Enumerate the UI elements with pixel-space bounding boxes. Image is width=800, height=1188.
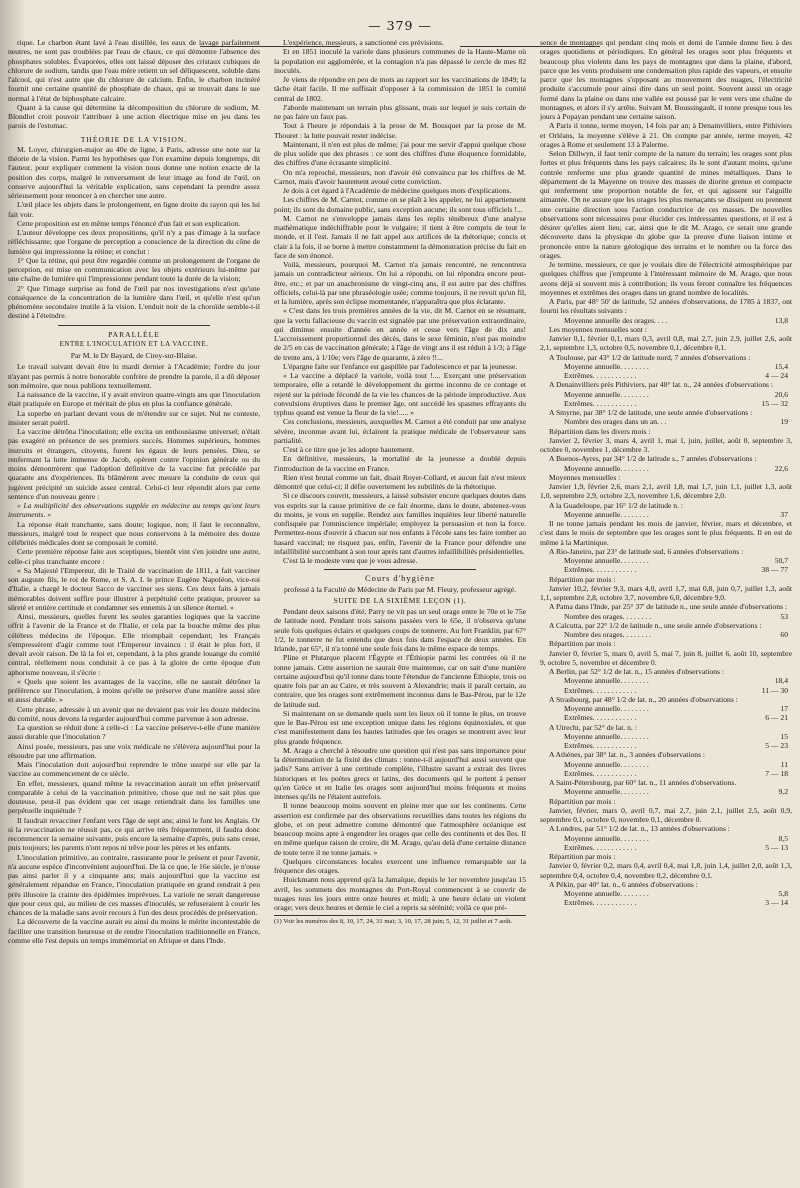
paragraph: L'auteur développe ces deux propositions, qu'il n'y a pas d'image à la surface réfléchissante; que l'organe de perception a conscience de la direction du cône de lumière qui impressionne la rétine; et conclut : bbox=[8, 228, 260, 256]
stat-value: 15 — 32 bbox=[761, 398, 788, 408]
section-title: THÉORIE DE LA VISION. bbox=[80, 134, 188, 144]
paragraph: La réponse était tranchante, sans doute; logique, non; il faut le reconnaître, messieurs, malgré tout le respect que nous conservons à la mémoire des douze célébrités médicales dont se composait le comité. bbox=[8, 519, 260, 547]
paragraph: « Quels que soient les avantages de la vaccine, elle ne saurait détrôner la préférence sur l'inoculation, à moins qu'elle ne préserve d'une manière aussi sûre et aussi durable. » bbox=[8, 676, 260, 705]
paragraph: Moyennes mensuelles : bbox=[549, 472, 621, 482]
stat-row bbox=[540, 843, 792, 852]
paragraph: Rien n'est brutal comme un fait, disait Royer-Collard, et aucun fait n'est mieux démontré que celui-ci; il défie ouvertement les subtilités de la rhétorique. bbox=[274, 472, 526, 491]
paragraph: 2° Que l'image surprise au fond de l'œil par nos investigations n'est qu'une conséquence de la concentration de la lumière dans l'œil, et qu'elle n'est qu'un phénomène secondaire inutile à la vision. L'enduit noir de la choroïde semble-t-il destiné à l'éteindre. bbox=[8, 283, 260, 321]
paragraph: Voilà, messieurs, pourquoi M. Carnot n'a jamais rencontré, ne rencontrera jamais un contradicteur sérieux. On lui a répondu, on lui répondra encore peut-être, etc.; et par un anachronisme de vingt-cinq ans, il est autre par des chiffres officiels, celui-là par une phraséologie usée; comme toujours, il ne revoit qu'un fil, et la lumière, après son éclipse momentanée, n'apparaîtra que plus éclatante. bbox=[274, 260, 526, 306]
paragraph: A Saint-Pétersbourg, par 60° lat. n., 11 années d'observations. bbox=[549, 778, 737, 787]
stat-value: 11 bbox=[780, 759, 788, 769]
paragraph: A Paris, par 48° 50' de latitude, 52 années d'observations, de 1785 à 1837, ont fourni les résultats suivants : bbox=[540, 297, 792, 316]
paragraph: L'épargne faite sur l'enfance est gaspillée par l'adolescence et par la jeunesse. bbox=[283, 361, 518, 371]
paragraph: La naissance de la vaccine, il y avait environ quatre-vingts ans que l'inoculation était pratiquée en Europe et méritait de plus en plus la confiance générale. bbox=[8, 390, 260, 409]
paragraph: Si maintenant on se demande quels sont les lieux où il tonne le plus, on trouve que le Bas-Pérou est une exception unique dans les régions équinoxiales, et que c'est manifestement dans les hautes latitudes que les orages se montrent avec leur plus grande fréquence. bbox=[274, 708, 526, 746]
stat-value: 15 bbox=[780, 731, 788, 741]
paragraph: rique. Le charbon étant lavé à l'eau distillée, les eaux de lavage parfaitement neutres, ne sont pas troublées par l'eau de chaux, ce qui démontre l'absence des phosphates solubles. Évaporées, elles ont laissé déposer des cristaux cubiques de chlorure de sodium, tandis que l'eau mère retient un sel déliquescent, soluble dans l'alcool, qui n'est autre que du chlorure de calcium. Enfin, le charbon incinéré fournit une certaine quantité de phosphate de chaux, qui se trouvait dans le sue normal à l'état de biphosphate calcaire. bbox=[8, 38, 260, 103]
stat-value: 3 — 14 bbox=[765, 898, 788, 908]
paragraph: Si ce discours couvrit, messieurs, a laissé subsister encore quelques doutes dans vos esprits sur la cause primitive de ce fait énorme, dans le doute, abstenez-vous du moins, je vous en supplie. Rendez aux familles inquiètes leur liberté naturelle confisquée par l'omniscience impériale; employez la persuasion et non la force. Permettez-nous d'ouvrir à chacun sur nos enfants à l'école sans les faire tomber au hasard vaccinal; ne risquez pas, enfin, l'avenir de la France pour défendre une infaillibilité succombant à son tour après tant d'autres infaillibilités présidentielles. bbox=[274, 491, 526, 556]
stat-label: Extrêmes. . . . . . . . . . . . bbox=[564, 713, 637, 723]
stat-value: 60 bbox=[780, 630, 788, 639]
paragraph: A Athènes, par 38° lat. n., 3 années d'observations : bbox=[549, 750, 706, 760]
article-author: Par M. le Dr Bayard, de Cirey-sur-Blaise. bbox=[70, 351, 198, 360]
paragraph: A Rio-Janeiro, par 23° de latitude sud, 6 années d'observations : bbox=[549, 546, 744, 556]
stat-value: 13,8 bbox=[774, 315, 788, 325]
article-subtitle: ENTRE L'INOCULATION ET LA VACCINE. bbox=[59, 339, 209, 348]
stat-label: Extrêmes. . . . . . . . . . . . bbox=[564, 741, 637, 750]
stat-value: 22,6 bbox=[774, 463, 788, 473]
paragraph: Il tonne beaucoup moins souvent en pleine mer que sur les continents. Cette assertion est confirmée par des observations recueillies dans toutes les régions du globe, et on peut admettre comme démontré que l'atmosphère océanique est beaucoup moins apte à engendrer les orages que celle des continents et des îles. Il en même quelque raison de croire, dit M. Arago, qu'au delà d'une certaine distance de toute terre il ne tonne jamais. » bbox=[274, 801, 526, 857]
stat-label: Extrêmes. . . . . . . . . . . . bbox=[564, 565, 637, 575]
stat-row bbox=[540, 713, 792, 722]
paragraph: A Berlin, par 52° 1/2 de lat. n., 15 années d'observations : bbox=[549, 667, 725, 676]
stat-value: 37 bbox=[780, 509, 788, 519]
stat-label: Extrêmes. . . . . . . . . . . . bbox=[564, 842, 637, 852]
stat-row bbox=[540, 371, 792, 380]
paragraph: Janvier 0, février 5, mars 0, avril 5, mai 7, juin 8, juillet 6, août 10, septembre 9, octobre 5, novembre et décembre 0. bbox=[540, 648, 792, 667]
stat-value: 9,2 bbox=[778, 787, 788, 797]
section-subtitle: professé à la Faculté de Médecine de Paris par M. Fleury, professeur agrégé. bbox=[283, 584, 517, 594]
paragraph: Huickmann nous apprend qu'à la Jamaïque, depuis le 1er novembre jusqu'au 15 avril, les sommets des montagnes du Port-Royal commencent à se couvrir de nuages tous les jours entre onze heures et midi; à une heure éclate un violent orage; vers deux heures et demie le ciel a repris sa sérénité; voilà ce que pré- bbox=[274, 875, 526, 912]
stat-row bbox=[540, 362, 792, 371]
paragraph: Quant à la cause qui détermine la décomposition du chlorure de sodium, M. Blondlot croit pouvoir l'attribuer à une action électrique mise en jeu dans les parois de l'estomac. bbox=[8, 102, 260, 131]
paragraph: Ces conclusions, messieurs, auxquelles M. Carnot a été conduit par une analyse sévère, inconnue avant lui, éclairent la pratique médicale de l'observateur sans partialité. bbox=[274, 417, 526, 445]
stat-label: Moyenne annuelle des orages. . . . bbox=[564, 315, 668, 325]
paragraph: La superbe en parlant devant vous de m'étendre sur ce sujet. Nul ne conteste, insister serait puéril. bbox=[8, 408, 260, 427]
stat-value: 8,5 bbox=[778, 833, 788, 843]
footnote: (1) Voir les numéros des 8, 10, 17, 24, 31 mai; 3, 10, 17, 28 juin; 5, 12, 31 juillet et 7 août. bbox=[274, 915, 526, 926]
paragraph: A Denainvilliers près Pithiviers, par 48° lat. n., 24 années d'observations : bbox=[549, 380, 773, 390]
section-title: Cours d'hygiène bbox=[364, 573, 436, 584]
stat-row bbox=[540, 889, 792, 898]
paragraph: A Londres, par 51° 1/2 de lat. n., 13 années d'observations : bbox=[549, 824, 730, 834]
stat-value: 6 — 21 bbox=[765, 713, 788, 723]
stat-value: 7 — 18 bbox=[765, 768, 788, 778]
paragraph: A Buenos-Ayres, par 34° 1/2 de latitude s., 7 années d'observations : bbox=[549, 454, 757, 464]
stat-label: Moyenne annuelle. . . . . . . . bbox=[564, 676, 649, 686]
stat-value: 5 — 13 bbox=[765, 842, 788, 852]
paragraph: Il faudrait revacciner l'enfant vers l'âge de sept ans; ainsi le font les Anglais. Or si la revaccination ne réussit pas, ce qui arrive très fréquemment, il faudra donc recommencer la semaine suivante, puis encore la semaine d'après, puis sans cesse, puis toujours; les parents n'ont repos ni trêve pour les pères et les enfants. bbox=[8, 815, 260, 853]
paragraph: A Smyrne, par 38° 1/2 de latitude, une seule année d'observations : bbox=[549, 408, 753, 417]
paragraph: C'est là le modeste vœu que je vous adresse. bbox=[283, 556, 418, 565]
stat-label: Extrêmes. . . . . . . . . . . . bbox=[564, 398, 637, 408]
paragraph: Janvier 0, février 0,2, mars 0,4, avril 0,4, mai 1,8, juin 1,4, juillet 2,0, août 1,3, septembre 0,4, octobre 0,4, novembre 0,2, décembre 0,1. bbox=[540, 861, 792, 880]
stat-row bbox=[540, 630, 792, 639]
paragraph: Janvier 1,9, février 2,6, mars 2,1, avril 1,8, mai 1,7, juin 1,1, juillet 1,3, août 1,0, septembre 2,9, octobre 2,3, novembre 1,6, décembre 2,0. bbox=[540, 482, 792, 501]
stat-row bbox=[540, 399, 792, 408]
stat-label: Moyenne annuelle. . . . . . . . bbox=[564, 556, 649, 565]
paragraph: Mais l'inoculation doit aujourd'hui reprendre le trône usurpé sur elle par la vaccine au commencement de ce siècle. bbox=[8, 760, 260, 779]
paragraph: A Utrecht, par 52° de lat. n. : bbox=[549, 722, 637, 732]
paragraph: 1° Que la rétine, qui peut être regardée comme un prolongement de l'organe de perception, est mise en communication avec les objets extérieurs lui-même par une chaîne de lumière qui l'impressionne pendant toute la durée de la vision; bbox=[8, 255, 260, 284]
paragraph: « Sa Majesté l'Empereur, dit le Traité de vaccination de 1811, a fait vacciner son auguste fils, le roi de Rome, et S. A. I. le prince Eugène Napoléon, vice-roi d'Italie, a chargé le docteur Sacco de vacciner ses siens. Ces deux faits à jamais mémorables doivent suffire pour illustrer à perpétuité cette pratique, prouver sa sûreté et entière certitude et condamner ses ennemis à un silence éternel. » bbox=[8, 565, 260, 612]
paragraph: Je viens de répondre en peu de mots au rapport sur les vaccinations de 1849; la tâche était facile. Il me suffisait d'opposer à la commission de 1851 le comité central de 1802. bbox=[274, 75, 526, 103]
stat-row bbox=[540, 417, 792, 426]
stat-row bbox=[540, 464, 792, 473]
stat-row bbox=[540, 390, 792, 399]
stat-label: Extrêmes. . . . . . . . . . . . bbox=[564, 685, 637, 695]
paragraph: A Calcutta, par 22° 1/2 de latitude n., une seule année d'observations : bbox=[549, 620, 762, 630]
stat-row bbox=[540, 686, 792, 695]
paragraph: Répartition dans les divers mois : bbox=[549, 426, 651, 436]
stat-label: Nombre des orages. . . . . . . . bbox=[564, 630, 652, 639]
article-title: PARALLÈLE bbox=[108, 329, 160, 339]
paragraph: Pline et Plutarque placent l'Égypte et l'Éthiopie parmi les contrées où il ne tonne jamais. Cette assertion ne saurait être maintenue, car on sait d'une manière certaine aujourd'hui qu'il tonne dans toute l'étendue de l'ancienne Éthiopie, trois ou quatre fois par an au Caire, et très souvent à Alexandrie; mais il paraît certain, au contraire, que les orages sont extrêmement inconnus dans le Bas-Pérou, par le 12e de latitude sud. bbox=[274, 653, 526, 709]
stat-row bbox=[540, 732, 792, 741]
paragraph: Les moyennes mensuelles sont : bbox=[549, 324, 647, 334]
stat-row bbox=[540, 676, 792, 685]
paragraph: A Pékin, par 40° lat. n., 6 années d'observations : bbox=[549, 879, 698, 889]
stat-label: Nombre des orages dans un an. . . bbox=[564, 417, 667, 427]
paragraph: M. Carnot ne s'enveloppe jamais dans les replis ténébreux d'une analyse mathématique indéchiffrable pour le vulgaire; il tient à être compris de tout le monde, et il l'est. Jamais il ne fait appel aux artifices de la rhétorique; concis et clair à la fois, il se borne à mettre constamment la démonstration précise du fait en face de son énoncé. bbox=[274, 213, 526, 260]
paragraph: A Patna dans l'Inde, par 25° 37' de latitude n., une seule année d'observations : bbox=[549, 602, 788, 612]
stat-value: 53 bbox=[780, 611, 788, 621]
paragraph: La vaccine détrôna l'inoculation; elle excita un enthousiasme universel; n'était pas exagéré en présence de ses premiers succès. Hommes supérieurs, hommes instruits et étrangers, citoyens, furent les égaux de leurs pensées. Dieu, se renfermant la lutte immense de Jacob, opèrent contre l'opinion générale ou du moins démontrèrent que l'adoption définitive de la vaccine fut précédée par quarante ans d'expériences. Ils blâmèrent avec mesure la conduite de ceux qui jugèrent précipité un suicide assez central. Celui-ci leur répondit alors par cette sentence d'un nouveau genre : bbox=[8, 427, 260, 501]
paragraph: Répartition par mois : bbox=[549, 796, 616, 806]
column-3 bbox=[540, 38, 792, 1178]
stat-row bbox=[540, 704, 792, 713]
stat-value: 15,4 bbox=[774, 361, 788, 371]
paragraph: L'expérience, messieurs, a sanctionné ces prévisions. bbox=[283, 38, 444, 47]
stat-row bbox=[540, 760, 792, 769]
paragraph: Il ne tonne jamais pendant les mois de janvier, février, mars et décembre, et c'est dans le mois de septembre que les orages sont le plus fréquents. Il en est de même à la Martinique. bbox=[540, 519, 792, 547]
stat-value: 20,6 bbox=[774, 389, 788, 399]
stat-label: Moyenne annuelle. . . . . . . . bbox=[564, 787, 649, 797]
paragraph: Ainsi posée, messieurs, pas une voix médicale ne s'élèvera aujourd'hui pour la résoudre par une affirmation. bbox=[8, 741, 260, 760]
paragraph: Cette proposition est en même temps l'énoncé d'un fait et son explication. bbox=[17, 218, 241, 228]
paragraph: Janvier 2, février 3, mars 4, avril 1, mai 1, juin, juillet, août 0, septembre 3, octobre 0, novembre 1, décembre 3. bbox=[540, 435, 792, 454]
paragraph: Janvier 0,1, février 0,1, mars 0,3, avril 0,8, mai 2,7, juin 2,9, juillet 2,6, août 2,1, septembre 1,3, octobre 0,5, novembre 0,1, décembre 0,1. bbox=[540, 334, 792, 353]
paragraph: A Toulouse, par 43° 1/2 de latitude nord, 7 années d'observations : bbox=[549, 352, 751, 362]
stat-label: Nombre des orages. . . . . . . . bbox=[564, 611, 652, 621]
paragraph: Répartition par mois : bbox=[549, 639, 616, 649]
stat-value: 11 — 30 bbox=[761, 685, 788, 695]
stat-label: Moyenne annuelle. . . . . . . . bbox=[564, 389, 649, 399]
paragraph: Et en 1851 inoculé la variole dans plusieurs communes de la Haute-Marne où la population est agglomérée, et la contagion n'a pas dépassé le cercle de mes 82 inoculés. bbox=[274, 47, 526, 75]
stat-row bbox=[540, 556, 792, 565]
stat-row bbox=[540, 510, 792, 519]
stat-label: Extrêmes. . . . . . . . . . . . bbox=[564, 898, 637, 908]
stat-value: 18,4 bbox=[774, 676, 788, 686]
paragraph: J'aborde maintenant un terrain plus glissant, mais sur lequel je suis certain de ne pas faire un faux pas. bbox=[274, 102, 526, 121]
stat-label: Moyenne annuelle. . . . . . . . bbox=[564, 509, 649, 519]
stat-value: 4 — 24 bbox=[765, 371, 788, 380]
paragraph: Pendant deux saisons d'été, Parry ne vit pas un seul orage entre le 70e et le 75e de latitude nord. Pendant trois saisons passées vers le 65e, il n'observa qu'une seule fois quelques éclairs et quelques coups de tonnerre. Au fort Franklin, par 67° 1/2, le tonnerre ne fut entendu que deux fois dans l'espace de deux années. En Irlande, par 65°, il n'a tonné une seule fois dans le même espace de temps. bbox=[274, 607, 526, 653]
stat-value: 50,7 bbox=[774, 556, 788, 565]
stat-label: Moyenne annuelle. . . . . . . . bbox=[564, 889, 649, 898]
stat-label: Moyenne annuelle. . . . . . . . bbox=[564, 463, 649, 473]
section-divider bbox=[58, 325, 209, 326]
paragraph: L'inoculation primitive, au contraire, rassurante pour le présent et pour l'avenir, n'a aucune espèce d'inconvénient aujourd'hui. De là ce que, le 16e siècle, je n'ouse pas ainsi parler il y a cinquante ans; mais aujourd'hui que la vaccine est généralement répandue en France, l'inoculation pratiquée en grand rendrait à peu près illusoire la crainte des épidémies imprévues. La variole ne serait dangereuse que pour ceux qui, au milieu de ces masses d'inoculés, se refuseraient à courir les chances de la maladie sans avoir recours à l'un des deux procédés de préservation. bbox=[8, 852, 260, 917]
paragraph: En effet, messieurs, quand même la revaccination aurait un effet préservatif comparable à celui de la vaccination primitive, chose que nul ne sait plus que douteuse, peut-il pas évident que cet usage retiendrait dans les familles une perpétuelle inquiétude ? bbox=[8, 778, 260, 816]
paragraph: « La vaccine a déplacé la variole, voilà tout !.... Exerçant une préservation temporaire, elle a retardé le développement du germe inconnu de ce contage et rejeté sur la période fécondé de la vie les chances de la période improductive. Aux convulsions éruptives dans le premier âge, ont succédé les spasmes effrayants du typhus quand est venue la fleur de la vie!..... » bbox=[274, 371, 526, 417]
stat-value: 17 bbox=[780, 704, 788, 713]
paragraph: Répartition par mois : bbox=[549, 852, 616, 861]
stat-row bbox=[540, 787, 792, 796]
stat-value: 5 — 23 bbox=[765, 741, 788, 750]
stat-label: Moyenne annuelle. . . . . . . . bbox=[564, 704, 649, 713]
stat-label: Extrêmes. . . . . . . . . . . . bbox=[564, 768, 637, 778]
stat-label: Moyenne annuelle. . . . . . . . bbox=[564, 833, 649, 843]
paragraph: Cette première réponse faite aux sceptiques, bientôt vint s'en joindre une autre, celle-ci plus tranchante encore : bbox=[8, 547, 260, 566]
stat-label: Moyenne annuelle. . . . . . . . bbox=[564, 731, 649, 741]
paragraph: A Paris il tonne, terme moyen, 14 fois par an; à Denainvilliers, entre Pithiviers et Orléans, la moyenne s'élève à 21. On compte par année, terme moyen, 42 orages à Rome et seulement 13 à Palerme. bbox=[540, 121, 792, 149]
paragraph: Je termine, messieurs, ce que je voulais dire de l'électricité atmosphérique par quelques chiffres que j'emprunte à l'intéressant mémoire de M. Arago, que nous avons déjà si souvent mis à contribution; ils vous feront connaître les fréquences moyennes et extrêmes des orages dans un grand nombre de localités. bbox=[540, 260, 792, 297]
stat-row bbox=[540, 741, 792, 750]
paragraph: L'œil place les objets dans le prolongement, en ligne droite du rayon qui les lui fait voir. bbox=[8, 200, 260, 219]
paragraph: C'est à ce titre que je les adopte hautement. bbox=[283, 445, 415, 454]
paragraph: « La multiplicité des observations supplée en médecine au temps qu'ont leurs instruments. » bbox=[8, 501, 260, 520]
paragraph: Cette phrase, adressée à un avenir que ne devaient pas voir les douze médecins du comité, nous devons la regarder aujourd'hui comme parvenue à son adresse. bbox=[8, 704, 260, 723]
paragraph: Tout à l'heure je répondais à la prose de M. Bousquet par la prose de M. Thouret : la lutte pouvait rester indécise. bbox=[274, 121, 526, 140]
paragraph: Maintenant, il n'en est plus de même; j'ai pour me servir d'appui quelque chose de plus solide que des phrases : ce sont des chiffres d'une éloquence formidable, des chiffres d'une écrasante simplicité. bbox=[274, 139, 526, 168]
stat-row bbox=[540, 612, 792, 621]
paragraph: sence de montagnes qui pendant cinq mois et demi de l'année donne lieu à des orages quotidiens et périodiques. En général les orages sont plus fréquents et beaucoup plus violents dans les pays de montagnes que dans la plaine, d'abord, parce que les vents produisent une condensation plus rapide des vapeurs, et ensuite parce que les montagnes s'opposant au mouvement des nuages, l'électricité produite s'accumule pour ainsi dire dans un seul point. Souvent aussi un orage formé dans la plaine ou dans une vallée est poussé par le vent vers une chaîne de montagnes, et alors il s'y arrête. Suivant M. Boussingault, il tonne presque tous les jours à Popayan pendant une certaine saison. bbox=[540, 38, 792, 121]
stat-row bbox=[540, 834, 792, 843]
paragraph: A Strasbourg, par 48° 1/2 de lat. n., 20 années d'observations : bbox=[549, 694, 738, 704]
paragraph: Janvier 10,2, février 9,3, mars 4,0, avril 1,7, mai 0,8, juin 0,7, juillet 1,3, août 1,1, septembre 2,8, octobre 3,7, novembre 6,0, décembre 9,0. bbox=[540, 583, 792, 602]
article-columns bbox=[8, 38, 792, 1178]
paragraph: La découverte de la vaccine aurait eu ainsi du moins le mérite incontestable de faciliter une transition heureuse et de rendre l'inoculation traditionnelle en France, comme elle l'est depuis un temps immémorial en Afrique et dans l'Inde. bbox=[8, 917, 260, 945]
paragraph: A la Guadeloupe, par 16° 1/2 de latitude n. : bbox=[549, 500, 683, 510]
stat-value: 38 — 77 bbox=[761, 565, 788, 575]
paragraph: Je dois à cet égard à l'Académie de médecine quelques mots d'explications. bbox=[283, 186, 512, 195]
column-2 bbox=[274, 38, 526, 1178]
stat-row bbox=[540, 898, 792, 907]
stat-row bbox=[540, 565, 792, 574]
paragraph: La question se réduit donc à celle-ci : La vaccine préserve-t-elle d'une manière aussi durable que l'inoculation ? bbox=[8, 723, 260, 742]
paragraph: En définitive, messieurs, la mortalité de la jeunesse a doublé depuis l'introduction de la vaccine en France. bbox=[274, 454, 526, 473]
paragraph: Quelques circonstances locales exercent une influence remarquable sur la fréquence des orages. bbox=[274, 856, 526, 875]
stat-label: Moyenne annuelle. . . . . . . . bbox=[564, 759, 649, 769]
paragraph: Répartition par mois : bbox=[549, 574, 616, 584]
stat-row bbox=[540, 769, 792, 778]
stat-value: 5,8 bbox=[778, 889, 788, 898]
lesson-heading: SUITE DE LA SIXIÈME LEÇON (1). bbox=[333, 595, 467, 605]
stat-label: Moyenne annuelle. . . . . . . . bbox=[564, 361, 649, 371]
paragraph: Le travail suivant devait être lu mardi dernier à l'Académie; l'ordre du jour n'ayant pas permis à notre honorable confrère de prendre la parole, il a dû déposer son mémoire, que nous publions textuellement. bbox=[8, 362, 260, 390]
stat-row bbox=[540, 316, 792, 325]
paragraph: Ainsi, messieurs, quelles furent les seules garanties logiques que la vaccine offrit à l'avenir de la France et de l'Italie, et cela par la bouche même des plus célèbres médecins de l'époque. Elle triomphait cependant; les Français s'empressèrent d'agir comme tout l'Empereur invaincu : il était le plus fort, il devait avoir raison. De là la foi et, cependant, à la plus grande louange du comité central, réellement nous conduisit à ce pas à la gloire de cette époque d'un aphorisme nouveau, il s'écrie : bbox=[8, 612, 260, 677]
paragraph: On m'a reproché, messieurs, non d'avoir été convaincu par les chiffres de M. Carnot, mais d'avoir hautement avoué cette conviction. bbox=[274, 167, 526, 186]
paragraph: Les chiffres de M. Carnot, comme on se plaît à les appeler, ne lui appartiennent point; ils sont du domaine public, sans exception aucune; ils sont tous officiels !... bbox=[274, 195, 526, 214]
page-number: — 379 — bbox=[368, 18, 432, 33]
stat-value: 19 bbox=[780, 417, 788, 427]
paragraph: « C'est dans les trois premières années de la vie, dit M. Carnot en se résumant, que la vertu fallacieuse du vaccin est signalée par une préservation extraordinaire, qui diminue ensuite d'année en année et cesse vers l'âge de dix ans! L'accroissement proportionnel des décès, dans le sexe féminin, n'est pas moindre de 2/5 en cas de vaccination générale; à l'âge de vingt ans il est réduit à 1/3; à l'âge de trente ans, à 1/10e; vers l'âge de quarante, à zéro !!... bbox=[274, 306, 526, 362]
paragraph: Janvier, février, mars 0, avril 0,7, mai 2,7, juin 2,1, juillet 2,5, août 0,9, septembre 0,1, octobre 0, novembre 0,1, décembre 0. bbox=[540, 805, 792, 824]
page-header bbox=[0, 16, 800, 36]
column-1 bbox=[8, 38, 260, 1178]
section-divider bbox=[324, 569, 475, 570]
stat-label: Extrêmes. . . . . . . . . . . . bbox=[564, 371, 637, 380]
paragraph: Selon Dillwyn, il faut tenir compte de la nature du terrain; les orages sont plus fortes et plus fréquents dans les pays calcaires; ils le sont d'autant moins, qu'une contrée renferme une plus grande quantité de mines métalliques. Dans le département de la Mayenne on trouve des masses de diorite grenue et compacte qui renferment une proportion notable de fer, et qui agissent sur l'aiguille aimantée. On ne assure que les orages les plus menaçants se dissipent ou prennent une certaine direction sous l'action conductrice de ces masses. De nouvelles observations sont nécessaires pour élucider ces intéressantes questions, et il est à désirer qu'elles aient lieu; car, ainsi que le dit M. Arago, ce serait une grande découverte dans la physique du globe que la preuve d'une liaison intime et prononcée entre la nature géologique des terrains et le nombre ou la force des orages. bbox=[540, 149, 792, 260]
paragraph: M. Arago a cherché à résoudre une question qui n'est pas sans importance pour la détermination de la fixité des climats : tonne-t-il aujourd'hui aussi souvent que jadis? Sans arriver à une certitude complète, l'illustre savant a extrait des livres historiques et les poètes grecs et latins, des documents qui le portent à penser qu'en Grèce et en Italie les orages sont aujourd'hui moins fréquents et moins intenses qu'ils ne l'étaient autrefois. bbox=[274, 745, 526, 801]
paragraph: M. Loyer, chirurgien-major au 40e de ligne, à Paris, adresse une note sur la théorie de la vision. Parmi les hypothèses que l'on examine depuis longtemps, dit l'auteur, pour expliquer comment la vision nous donne une notion exacte de la position des corps, malgré le renversement de leur image au fond de l'œil, on conserve aujourd'hui la véritable explication, sans cependant la prendre assez sérieusement pour renoncer à en chercher une autre. bbox=[8, 144, 260, 200]
